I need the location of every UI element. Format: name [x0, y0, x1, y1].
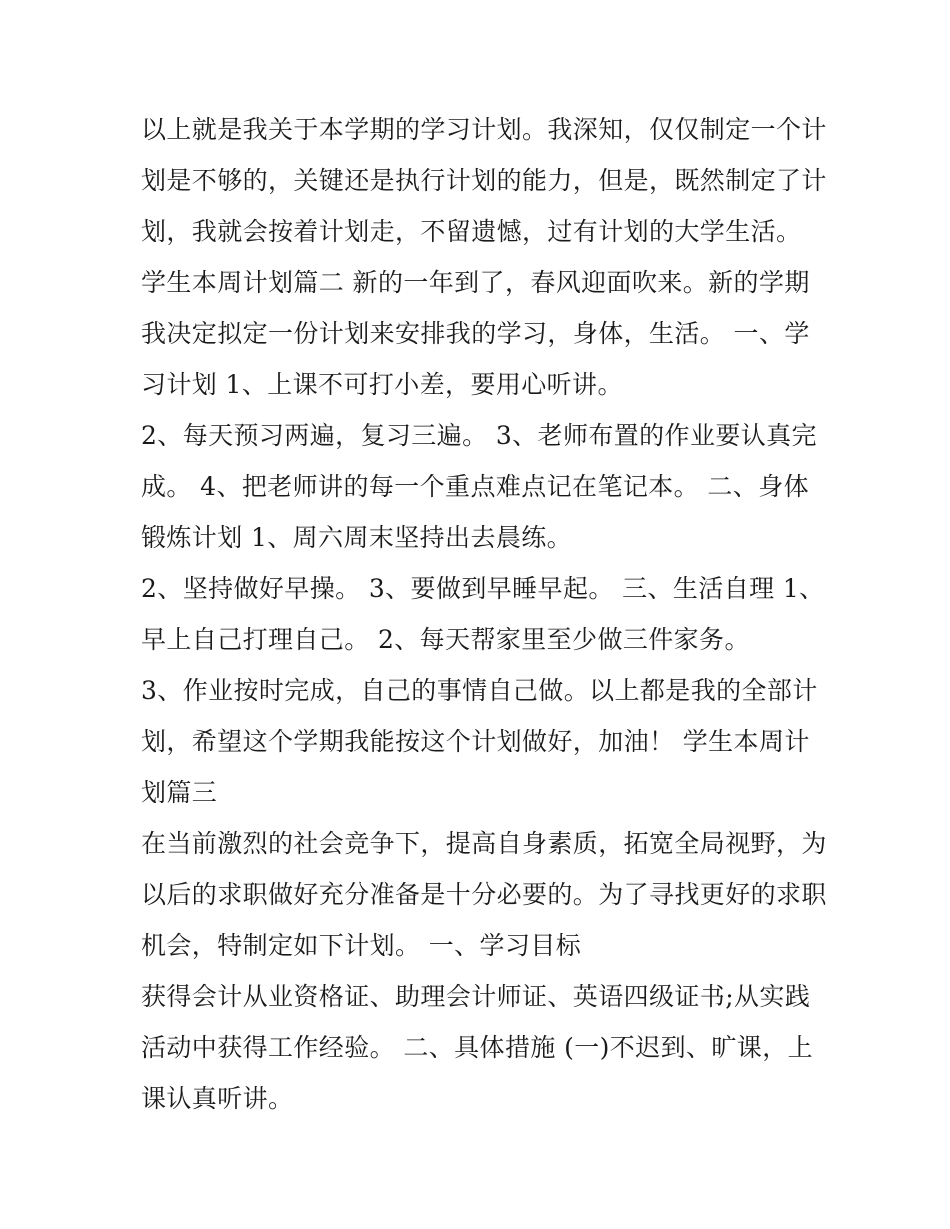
text-line: 以后的求职做好充分准备是十分必要的。为了寻找更好的求职: [141, 880, 827, 909]
text-line: 划篇三: [141, 778, 218, 807]
text-line: 机会，特制定如下计划。 一、学习目标: [141, 931, 582, 960]
text-line: 早上自己打理自己。 2、每天帮家里至少做三件家务。: [141, 625, 750, 654]
document-body: [141, 104, 827, 1124]
text-line: 锻炼计划 1、周六周末坚持出去晨练。: [141, 523, 573, 552]
text-line: 获得会计从业资格证、助理会计师证、英语四级证书;从实践: [141, 982, 811, 1011]
text-line: 学生本周计划篇二 新的一年到了，春风迎面吹来。新的学期: [141, 268, 810, 297]
text-line: 课认真听讲。: [141, 1084, 294, 1113]
text-line: 在当前激烈的社会竞争下，提高自身素质，拓宽全局视野，为: [141, 829, 827, 858]
text-line: 划是不够的，关键还是执行计划的能力，但是，既然制定了计: [141, 166, 827, 195]
text-line: 2、每天预习两遍，复习三遍。 3、老师布置的作业要认真完: [141, 421, 817, 450]
text-line: 2、坚持做好早操。 3、要做到早睡早起。 三、生活自理 1、: [141, 574, 825, 603]
text-line: 成。 4、把老师讲的每一个重点难点记在笔记本。 二、身体: [141, 472, 810, 501]
text-line: 活动中获得工作经验。 二、具体措施 (一)不迟到、旷课，上: [141, 1033, 814, 1062]
text-line: 习计划 1、上课不可打小差，要用心听讲。: [141, 370, 623, 399]
text-line: 我决定拟定一份计划来安排我的学习，身体，生活。 一、学: [141, 319, 810, 348]
text-line: 以上就是我关于本学期的学习计划。我深知，仅仅制定一个计: [141, 115, 827, 144]
text-line: 划，我就会按着计划走，不留遗憾，过有计划的大学生活。: [141, 217, 802, 246]
text-line: 3、作业按时完成，自己的事情自己做。以上都是我的全部计: [141, 676, 818, 705]
text-line: 划，希望这个学期我能按这个计划做好，加油！ 学生本周计: [141, 727, 810, 756]
